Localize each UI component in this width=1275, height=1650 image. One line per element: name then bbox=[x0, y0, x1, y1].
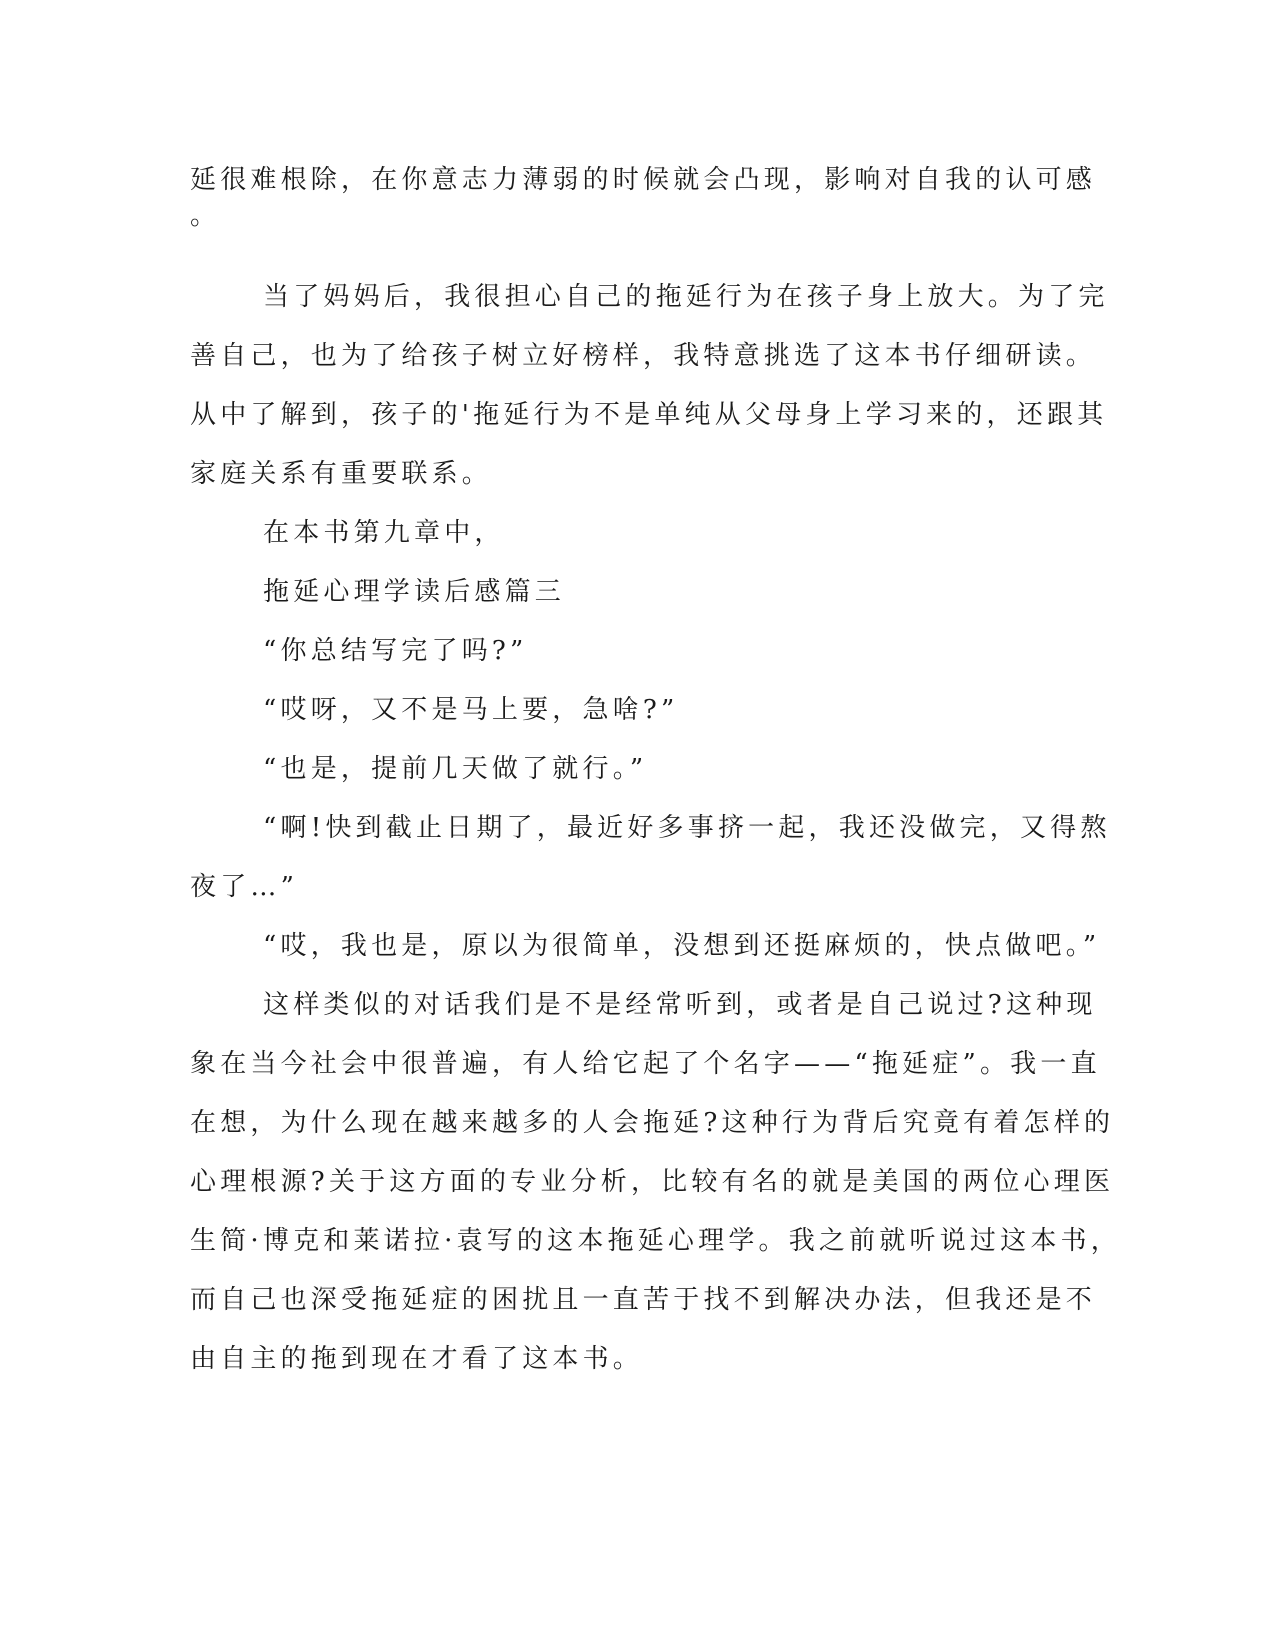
text-line: 生简·博克和莱诺拉·袁写的这本拖延心理学。我之前就听说过这本书， bbox=[190, 1226, 1121, 1256]
text-line: “啊!快到截止日期了，最近好多事挤一起，我还没做完，又得熬 bbox=[263, 813, 1111, 843]
text-line: 延很难根除，在你意志力薄弱的时候就会凸现，影响对自我的认可感 bbox=[190, 165, 1097, 195]
text-line: 而自己也深受拖延症的困扰且一直苦于找不到解决办法，但我还是不 bbox=[190, 1285, 1097, 1315]
text-line: 夜了…” bbox=[190, 872, 299, 902]
text-line: 拖延心理学读后感篇三 bbox=[263, 577, 566, 607]
text-line: 心理根源?关于这方面的专业分析，比较有名的就是美国的两位心理医 bbox=[190, 1167, 1115, 1197]
text-line: “哎，我也是，原以为很简单，没想到还挺麻烦的，快点做吧。” bbox=[263, 931, 1101, 961]
text-line: “你总结写完了吗?” bbox=[263, 636, 528, 666]
text-line: 在想，为什么现在越来越多的人会拖延?这种行为背后究竟有着怎样的 bbox=[190, 1108, 1115, 1138]
text-line: 当了妈妈后，我很担心自己的拖延行为在孩子身上放大。为了完 bbox=[263, 282, 1109, 312]
text-line: 在本书第九章中， bbox=[263, 518, 505, 548]
text-line: 象在当今社会中很普遍，有人给它起了个名字——“拖延症”。我一直 bbox=[190, 1049, 1101, 1079]
text-line: 从中了解到，孩子的'拖延行为不是单纯从父母身上学习来的，还跟其 bbox=[190, 400, 1108, 430]
text-line: 家庭关系有重要联系。 bbox=[190, 459, 493, 489]
text-line: 。 bbox=[190, 201, 221, 231]
text-line: 善自己，也为了给孩子树立好榜样，我特意挑选了这本书仔细研读。 bbox=[190, 341, 1097, 371]
text-line: “哎呀，又不是马上要，急啥?” bbox=[263, 695, 679, 725]
text-line: “也是，提前几天做了就行。” bbox=[263, 754, 648, 784]
text-line: 这样类似的对话我们是不是经常听到，或者是自己说过?这种现 bbox=[263, 990, 1097, 1020]
text-line: 由自主的拖到现在才看了这本书。 bbox=[190, 1344, 644, 1374]
